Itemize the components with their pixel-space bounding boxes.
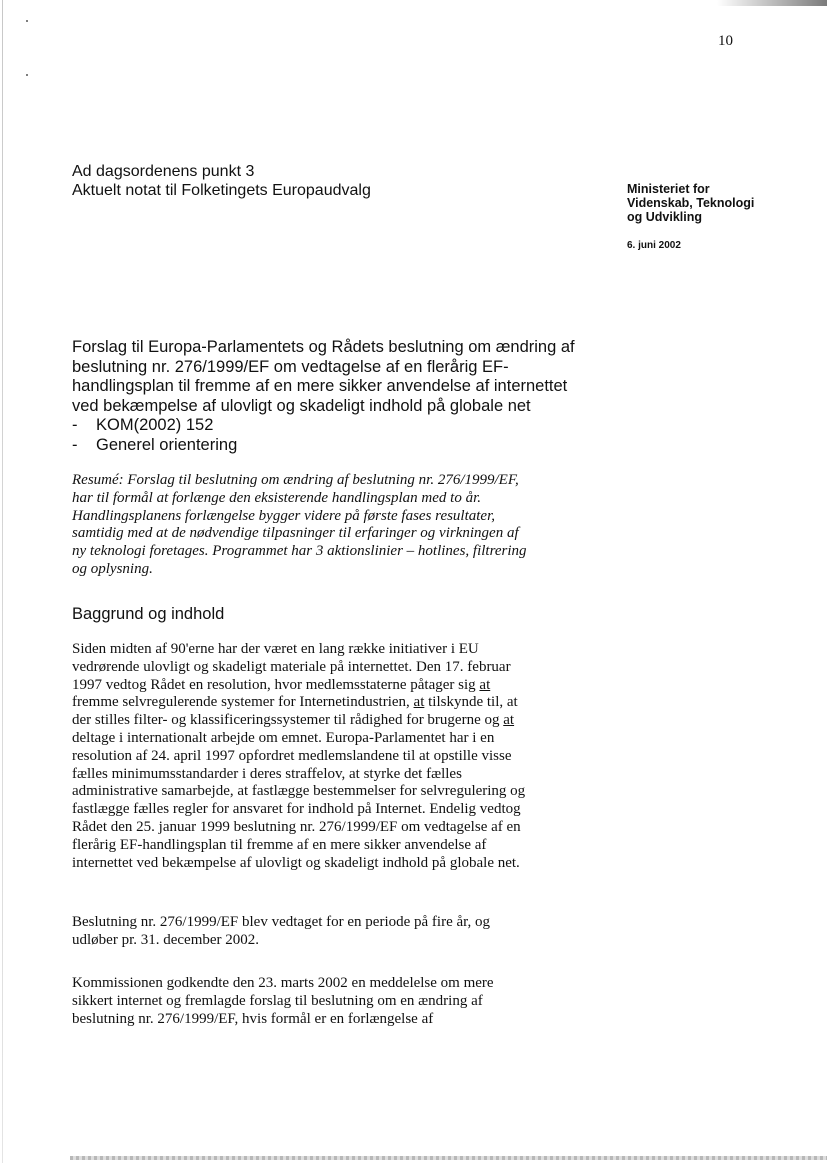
paragraph-line: Rådet den 25. januar 1999 beslutning nr. 276/1999/EF om vedtagelse af en [72, 818, 521, 835]
proposal-title-line: handlingsplan til fremme af en mere sikker anvendelse af internettet [72, 377, 568, 395]
paragraph-line: internettet ved bekæmpelse af ulovligt og skadeligt indhold på globale net. [72, 854, 520, 871]
ministry-name [627, 182, 817, 224]
paragraph-line [72, 677, 612, 695]
paragraph-line: vedrørende ulovligt og skadeligt materiale på internettet. Den 17. februar [72, 658, 511, 675]
background-paragraph [72, 641, 612, 872]
paragraph-line: Siden midten af 90'erne har der været en lang række initiativer i EU [72, 641, 479, 657]
underlined-word: at [479, 676, 491, 693]
underlined-word: at [503, 712, 515, 729]
resume-line: samtidig med at de nødvendige tilpasninger til erfaringer og virkningen af [72, 525, 519, 542]
proposal-bullet [72, 436, 612, 456]
text-run: 1997 vedtog Rådet en resolution, hvor medlemsstaterne påtager sig [72, 676, 480, 693]
text-run: tilskynde til, at [424, 694, 518, 711]
document-date: 6. juni 2002 [627, 240, 681, 251]
paragraph-line: resolution af 24. april 1997 opfordret medlemslandene til at opstille visse [72, 747, 512, 764]
agenda-note-type: Aktuelt notat til Folketingets Europaudvalg [72, 182, 371, 199]
paragraph-line: fastlægge fælles regler for ansvaret for indhold på Internet. Endelig vedtog [72, 801, 521, 818]
resume-line: har til formål at forlænge den eksisterende handlingsplan med to år. [72, 489, 482, 506]
dash-marker: - [72, 416, 78, 434]
underlined-word: at [413, 694, 425, 711]
proposal-title-line: ved bekæmpelse af ulovligt og skadeligt indhold på globale net [72, 396, 531, 415]
proposal-title [72, 338, 612, 455]
paragraph-line: fælles minimumsstandarder i deres straffelov, at styrke det fælles [72, 765, 462, 782]
paragraph-line [72, 712, 612, 730]
ministry-line: Ministeriet for [627, 182, 710, 196]
text-run: der stilles filter- og klassificeringssystemer til rådighed for brugerne og [72, 712, 504, 729]
resume-line: ny teknologi foretages. Programmet har 3 aktionslinier – hotlines, filtrering [72, 543, 527, 560]
resume-line: og oplysning. [72, 560, 153, 577]
scan-bottom-edge [70, 1156, 827, 1160]
ministry-line: og Udvikling [627, 210, 702, 224]
resume-paragraph [72, 472, 612, 579]
proposal-title-line: Forslag til Europa-Parlamentets og Rådets beslutning om ændring af [72, 338, 575, 356]
paragraph-line: administrative samarbejde, at fastlægge bestemmelser for selvregulering og [72, 783, 526, 800]
paragraph-line: sikkert internet og fremlagde forslag til beslutning om en ændring af [72, 992, 483, 1009]
scan-margin-line [2, 0, 3, 1163]
bullet-text: Generel orientering [96, 435, 238, 454]
paragraph-line: deltage i internationalt arbejde om emnet. Europa-Parlamentet har i en [72, 729, 495, 746]
bullet-text: KOM(2002) 152 [96, 416, 214, 434]
agenda-header [72, 162, 592, 200]
scan-speck [26, 74, 28, 76]
paragraph-line: beslutning nr. 276/1999/EF, hvis formål er en forlængelse af [72, 1010, 434, 1027]
agenda-point: Ad dagsordenens punkt 3 [72, 163, 255, 180]
expiry-paragraph [72, 914, 612, 950]
resume-line: Resumé: Forslag til beslutning om ændring af beslutning nr. 276/1999/EF, [72, 472, 519, 488]
paragraph-line: udløber pr. 31. december 2002. [72, 931, 260, 948]
proposal-title-line: beslutning nr. 276/1999/EF om vedtagelse af en flerårig EF- [72, 357, 509, 376]
page-number: 10 [718, 33, 733, 49]
paragraph-line: flerårig EF-handlingsplan til fremme af en mere sikker anvendelse af [72, 836, 487, 853]
scan-smudge [717, 0, 827, 6]
ministry-line: Videnskab, Teknologi [627, 196, 755, 210]
proposal-bullet [72, 416, 612, 436]
paragraph-line: Beslutning nr. 276/1999/EF blev vedtaget for en periode på fire år, og [72, 914, 491, 930]
paragraph-line: Kommissionen godkendte den 23. marts 2002 en meddelelse om mere [72, 975, 494, 991]
scan-speck [26, 20, 28, 22]
text-run: fremme selvregulerende systemer for Internetindustrien, [72, 694, 414, 711]
resume-line: Handlingsplanens forlængelse bygger videre på første fases resultater, [72, 507, 496, 524]
commission-paragraph [72, 975, 612, 1028]
dash-marker: - [72, 435, 78, 454]
section-heading: Baggrund og indhold [72, 605, 225, 623]
paragraph-line [72, 694, 612, 712]
